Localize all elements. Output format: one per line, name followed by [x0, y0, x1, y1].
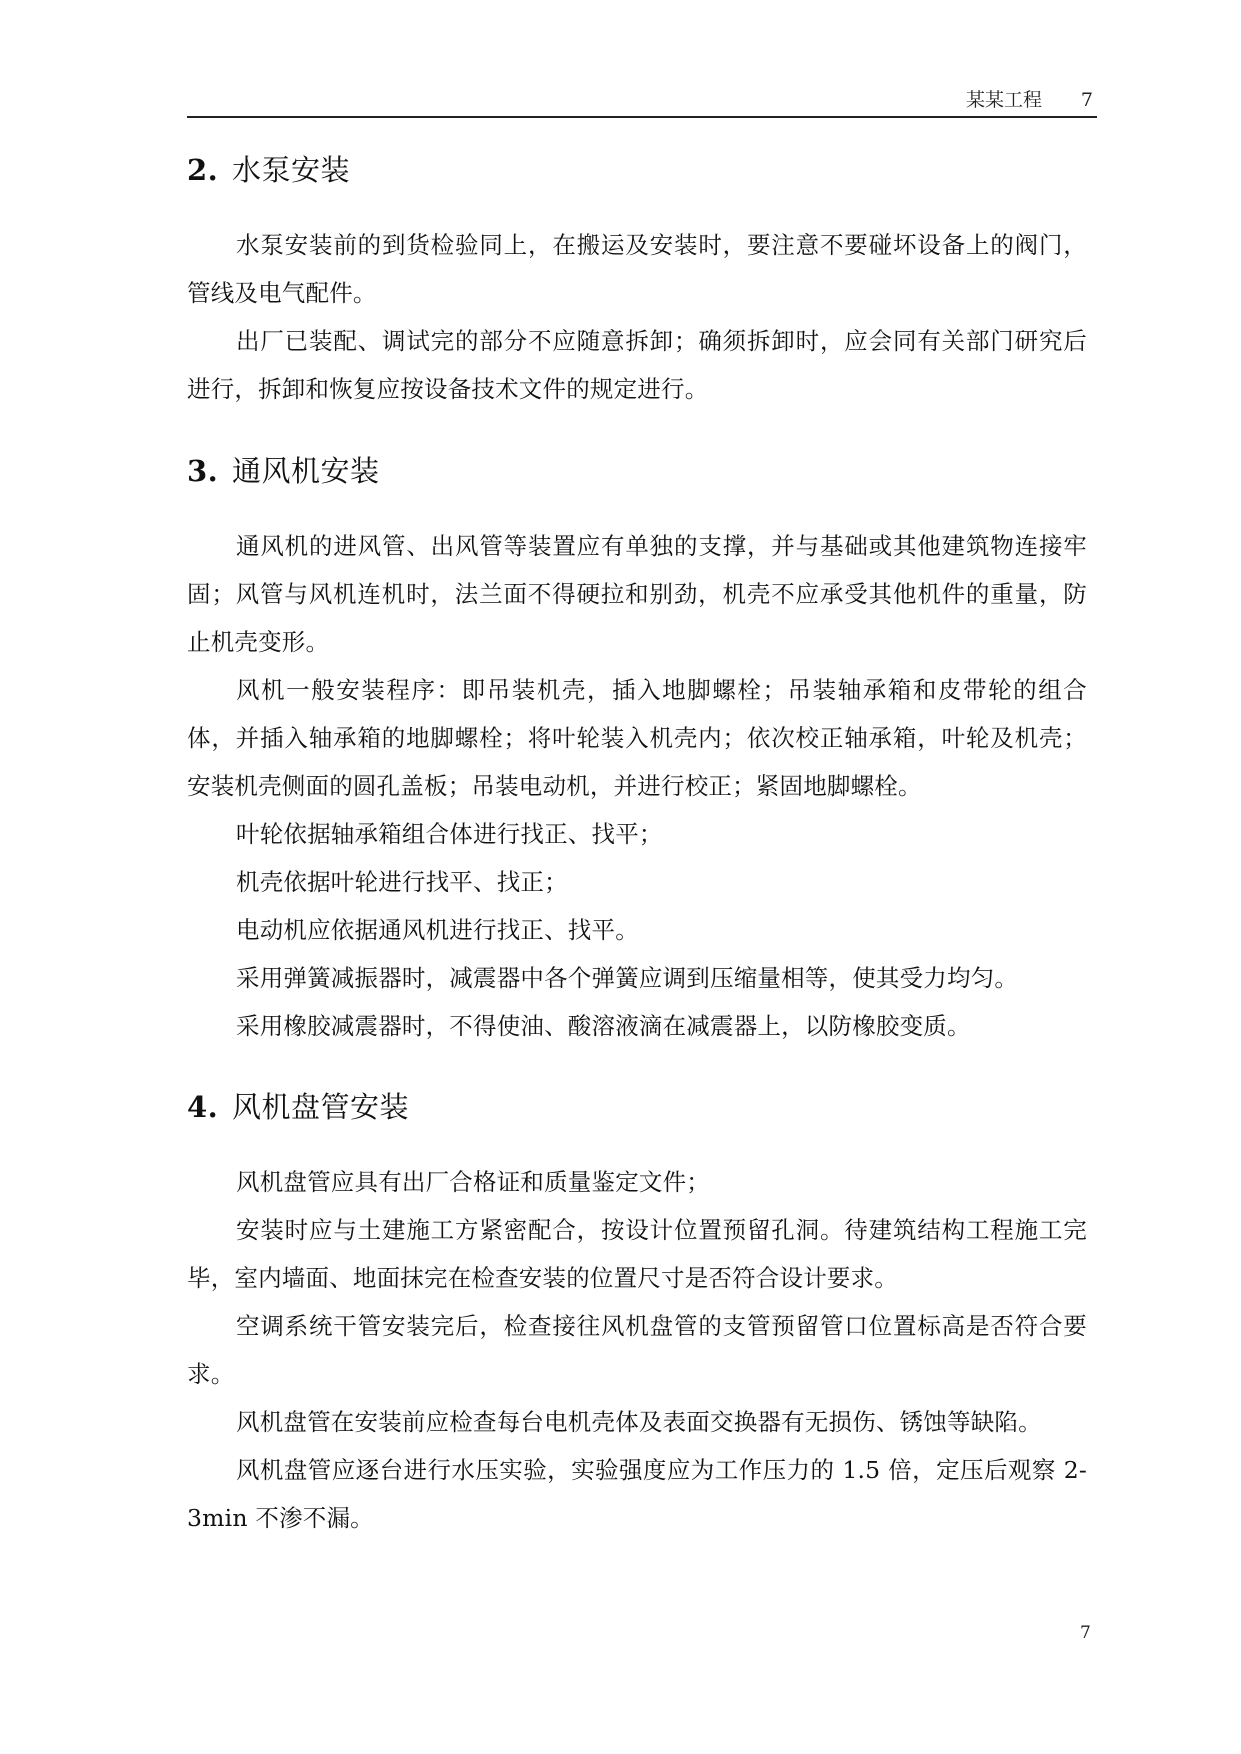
section-heading: [187, 1087, 1087, 1127]
section-body: [187, 522, 1087, 1050]
paragraph: 采用弹簧减振器时，减震器中各个弹簧应调到压缩量相等，使其受力均匀。: [236, 964, 1019, 992]
paragraph: 风机盘管在安装前应检查每台电机壳体及表面交换器有无损伤、锈蚀等缺陷。: [236, 1408, 1042, 1436]
section-number: 2.: [187, 153, 219, 187]
section-title: 风机盘管安装: [232, 1090, 410, 1124]
paragraph: 水泵安装前的到货检验同上，在搬运及安装时，要注意不要碰坏设备上的阀门，管线及电气配件。: [187, 231, 1087, 307]
paragraph: 风机盘管应逐台进行水压实验，实验强度应为工作压力的 1.5 倍，定压后观察 2-3min 不渗不漏。: [187, 1456, 1087, 1532]
footer-page-number: 7: [1080, 1623, 1091, 1643]
paragraph: 安装时应与土建施工方紧密配合，按设计位置预留孔洞。待建筑结构工程施工完毕，室内墙面、地面抹完在检查安装的位置尺寸是否符合设计要求。: [187, 1216, 1087, 1292]
paragraph: 出厂已装配、调试完的部分不应随意拆卸；确须拆卸时，应会同有关部门研究后进行，拆卸和恢复应按设备技术文件的规定进行。: [187, 327, 1087, 403]
section-heading: [187, 150, 1087, 190]
paragraph: 叶轮依据轴承箱组合体进行找正、找平；: [236, 820, 663, 848]
section-number: 4.: [187, 1090, 219, 1124]
section-title: 水泵安装: [232, 153, 351, 187]
header-title: 某某工程: [965, 89, 1042, 111]
section-ventilator-installation: [187, 451, 1087, 1050]
section-title: 通风机安装: [232, 454, 380, 488]
paragraph: 机壳依据叶轮进行找平、找正；: [236, 868, 568, 896]
paragraph: 风机盘管应具有出厂合格证和质量鉴定文件；: [236, 1168, 710, 1196]
section-pump-installation: [187, 150, 1087, 413]
paragraph: 空调系统干管安装完后，检查接往风机盘管的支管预留管口位置标高是否符合要求。: [187, 1312, 1087, 1388]
paragraph: 采用橡胶减震器时，不得使油、酸溶液滴在减震器上，以防橡胶变质。: [236, 1012, 971, 1040]
page-header: [187, 86, 1097, 118]
document-body: [187, 150, 1087, 1542]
paragraph: 通风机的进风管、出风管等装置应有单独的支撑，并与基础或其他建筑物连接牢固；风管与风机连机时，法兰面不得硬拉和别劲，机壳不应承受其他机件的重量，防止机壳变形。: [187, 532, 1087, 656]
section-number: 3.: [187, 454, 219, 488]
section-heading: [187, 451, 1087, 491]
section-body: [187, 1158, 1087, 1542]
header-page-number: 7: [1080, 89, 1093, 111]
paragraph: 风机一般安装程序：即吊装机壳，插入地脚螺栓；吊装轴承箱和皮带轮的组合体，并插入轴承箱的地脚螺栓；将叶轮装入机壳内；依次校正轴承箱，叶轮及机壳；安装机壳侧面的圆孔盖板；吊装电动机，并进行校正；紧固地脚螺栓。: [187, 676, 1087, 800]
section-body: [187, 221, 1087, 413]
paragraph: 电动机应依据通风机进行找正、找平。: [236, 916, 639, 944]
section-fan-coil-installation: [187, 1087, 1087, 1542]
